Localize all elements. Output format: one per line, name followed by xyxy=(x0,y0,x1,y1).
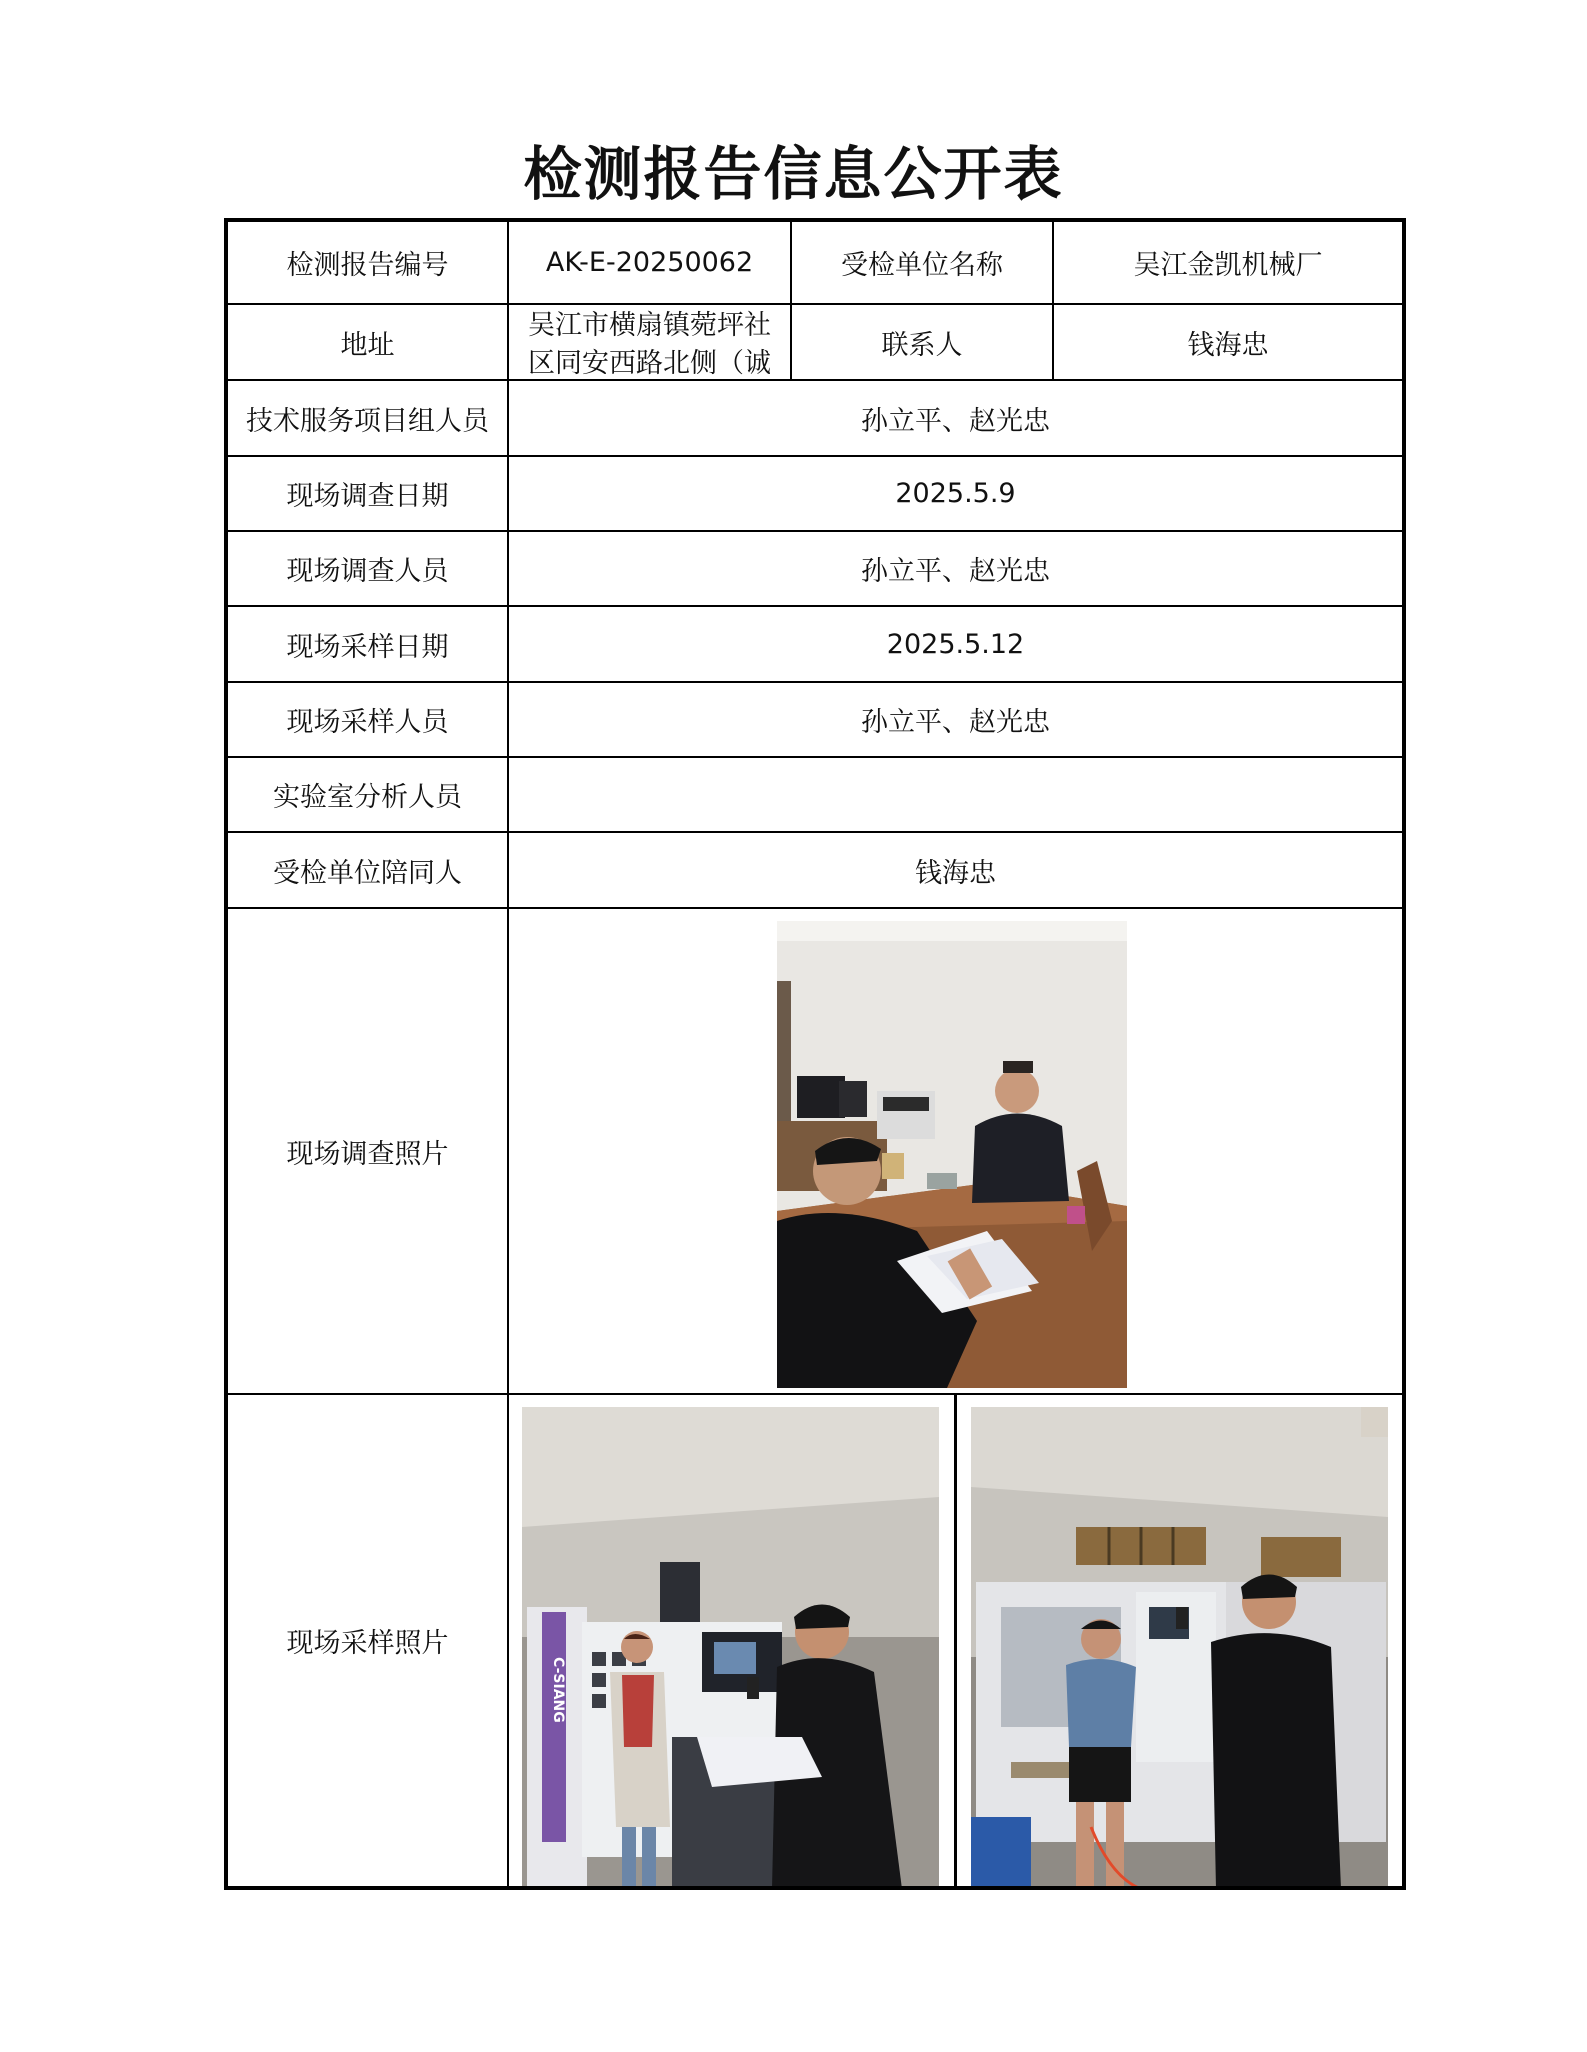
sampling-photo-cell xyxy=(508,1394,1404,1888)
machine-brand-text: C-SIANG xyxy=(550,1657,566,1723)
sampling-date-label: 现场采样日期 xyxy=(226,606,508,682)
sampling-date-value: 2025.5.12 xyxy=(508,606,1404,682)
table-row xyxy=(226,304,1404,380)
table-row xyxy=(226,832,1404,908)
table-row xyxy=(226,531,1404,606)
cnc-machine-sampling-photo xyxy=(522,1407,939,1888)
address-cell xyxy=(508,304,791,380)
table-row xyxy=(226,757,1404,832)
address-label: 地址 xyxy=(226,304,508,380)
address-value: 吴江市横扇镇菀坪社区同安西路北侧（诚 xyxy=(528,310,771,377)
table-row xyxy=(226,682,1404,757)
survey-staff-value: 孙立平、赵光忠 xyxy=(508,531,1404,606)
table-row xyxy=(226,1394,1404,1888)
survey-date-value: 2025.5.9 xyxy=(508,456,1404,531)
contact-label: 联系人 xyxy=(791,304,1053,380)
sampling-staff-value: 孙立平、赵光忠 xyxy=(508,682,1404,757)
sampling-staff-label: 现场采样人员 xyxy=(226,682,508,757)
survey-photo-cell xyxy=(508,908,1404,1394)
escort-value: 钱海忠 xyxy=(508,832,1404,908)
team-label: 技术服务项目组人员 xyxy=(226,380,508,456)
table-row xyxy=(226,456,1404,531)
table-row xyxy=(226,220,1404,304)
sampling-photo-label: 现场采样照片 xyxy=(226,1394,508,1888)
report-table xyxy=(224,218,1406,1890)
survey-staff-label: 现场调查人员 xyxy=(226,531,508,606)
lathe-sampling-photo xyxy=(971,1407,1388,1888)
lab-staff-value xyxy=(508,757,1404,832)
report-no-value: AK-E-20250062 xyxy=(508,220,791,304)
contact-value: 钱海忠 xyxy=(1053,304,1404,380)
office-meeting-photo xyxy=(777,921,1127,1388)
unit-name-label: 受检单位名称 xyxy=(791,220,1053,304)
survey-date-label: 现场调查日期 xyxy=(226,456,508,531)
escort-label: 受检单位陪同人 xyxy=(226,832,508,908)
table-row xyxy=(226,606,1404,682)
table-row xyxy=(226,380,1404,456)
team-value: 孙立平、赵光忠 xyxy=(508,380,1404,456)
lab-staff-label: 实验室分析人员 xyxy=(226,757,508,832)
report-no-label: 检测报告编号 xyxy=(226,220,508,304)
photo-divider xyxy=(954,1395,957,1888)
unit-name-value: 吴江金凯机械厂 xyxy=(1053,220,1404,304)
survey-photo-label: 现场调查照片 xyxy=(226,908,508,1394)
table-row xyxy=(226,908,1404,1394)
page-title: 检测报告信息公开表 xyxy=(523,140,1064,208)
